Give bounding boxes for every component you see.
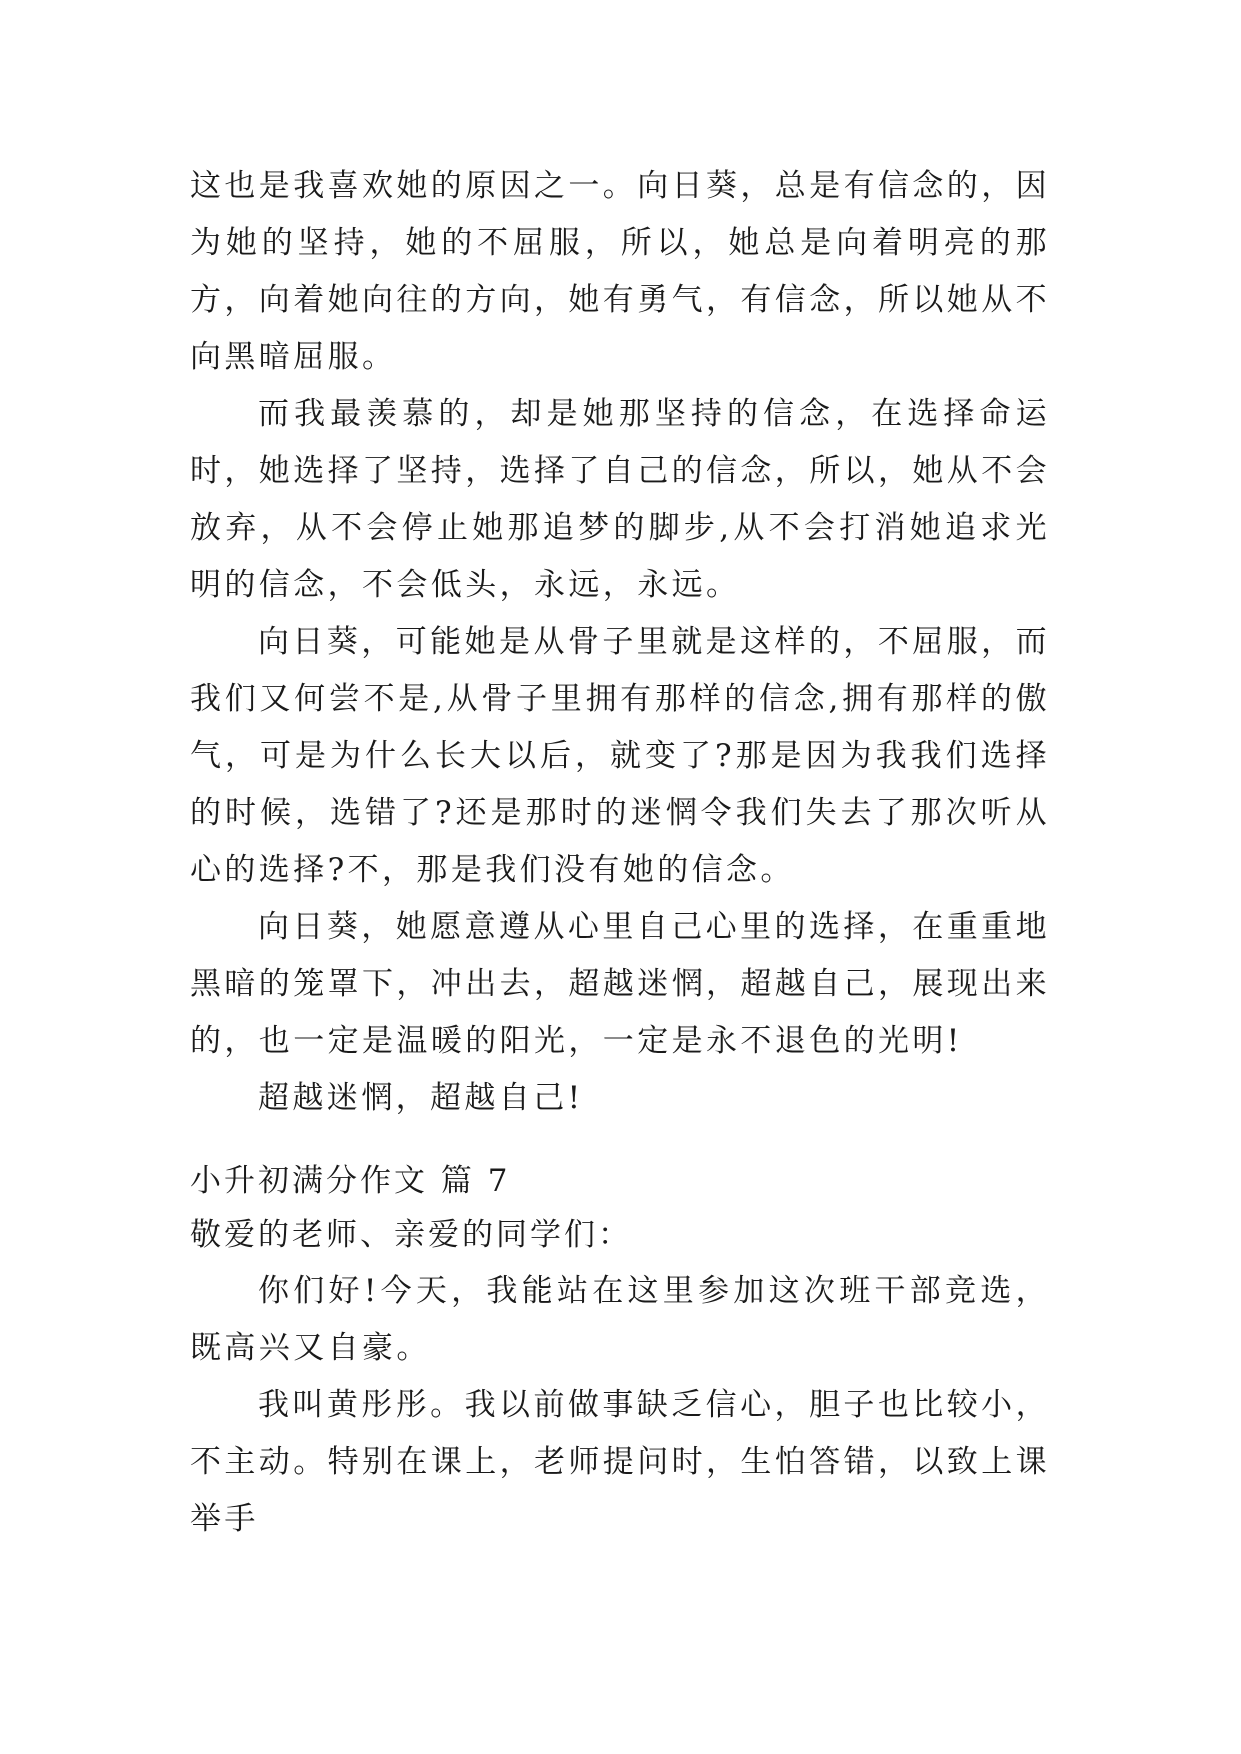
- essay-paragraph: 你们好!今天，我能站在这里参加这次班干部竞选，既高兴又自豪。: [190, 1273, 1050, 1366]
- document-body: [190, 158, 1050, 1548]
- essay-paragraph: 向日葵，可能她是从骨子里就是这样的，不屈服，而我们又何尝不是,从骨子里拥有那样的信念,拥有那样的傲气，可是为什么长大以后，就变了?那是因为我我们选择的时候，选错了?还是那时的迷惘令我们失去了那次听从心的选择?不，那是我们没有她的信念。: [190, 624, 1050, 888]
- essay-paragraph: 超越迷惘，超越自己!: [258, 1080, 584, 1116]
- essay-paragraph: 向日葵，她愿意遵从心里自己心里的选择，在重重地黑暗的笼罩下，冲出去，超越迷惘，超越自己，展现出来的，也一定是温暖的阳光，一定是永不退色的光明!: [190, 909, 1050, 1059]
- essay-salutation: 敬爱的老师、亲爱的同学们：: [190, 1217, 632, 1253]
- essay-paragraph: 我叫黄彤彤。我以前做事缺乏信心，胆子也比较小，不主动。特别在课上，老师提问时，生怕答错，以致上课举手: [190, 1387, 1050, 1537]
- essay-heading: 小升初满分作文 篇 7: [190, 1163, 511, 1199]
- essay-paragraph: 而我最羡慕的，却是她那坚持的信念，在选择命运时，她选择了坚持，选择了自己的信念，所以，她从不会放弃，从不会停止她那追梦的脚步,从不会打消她追求光明的信念，不会低头，永远，永远。: [190, 396, 1050, 603]
- essay-paragraph: 这也是我喜欢她的原因之一。向日葵，总是有信念的，因为她的坚持，她的不屈服，所以，她总是向着明亮的那方，向着她向往的方向，她有勇气，有信念，所以她从不向黑暗屈服。: [190, 168, 1050, 375]
- section-gap: [190, 1127, 1050, 1155]
